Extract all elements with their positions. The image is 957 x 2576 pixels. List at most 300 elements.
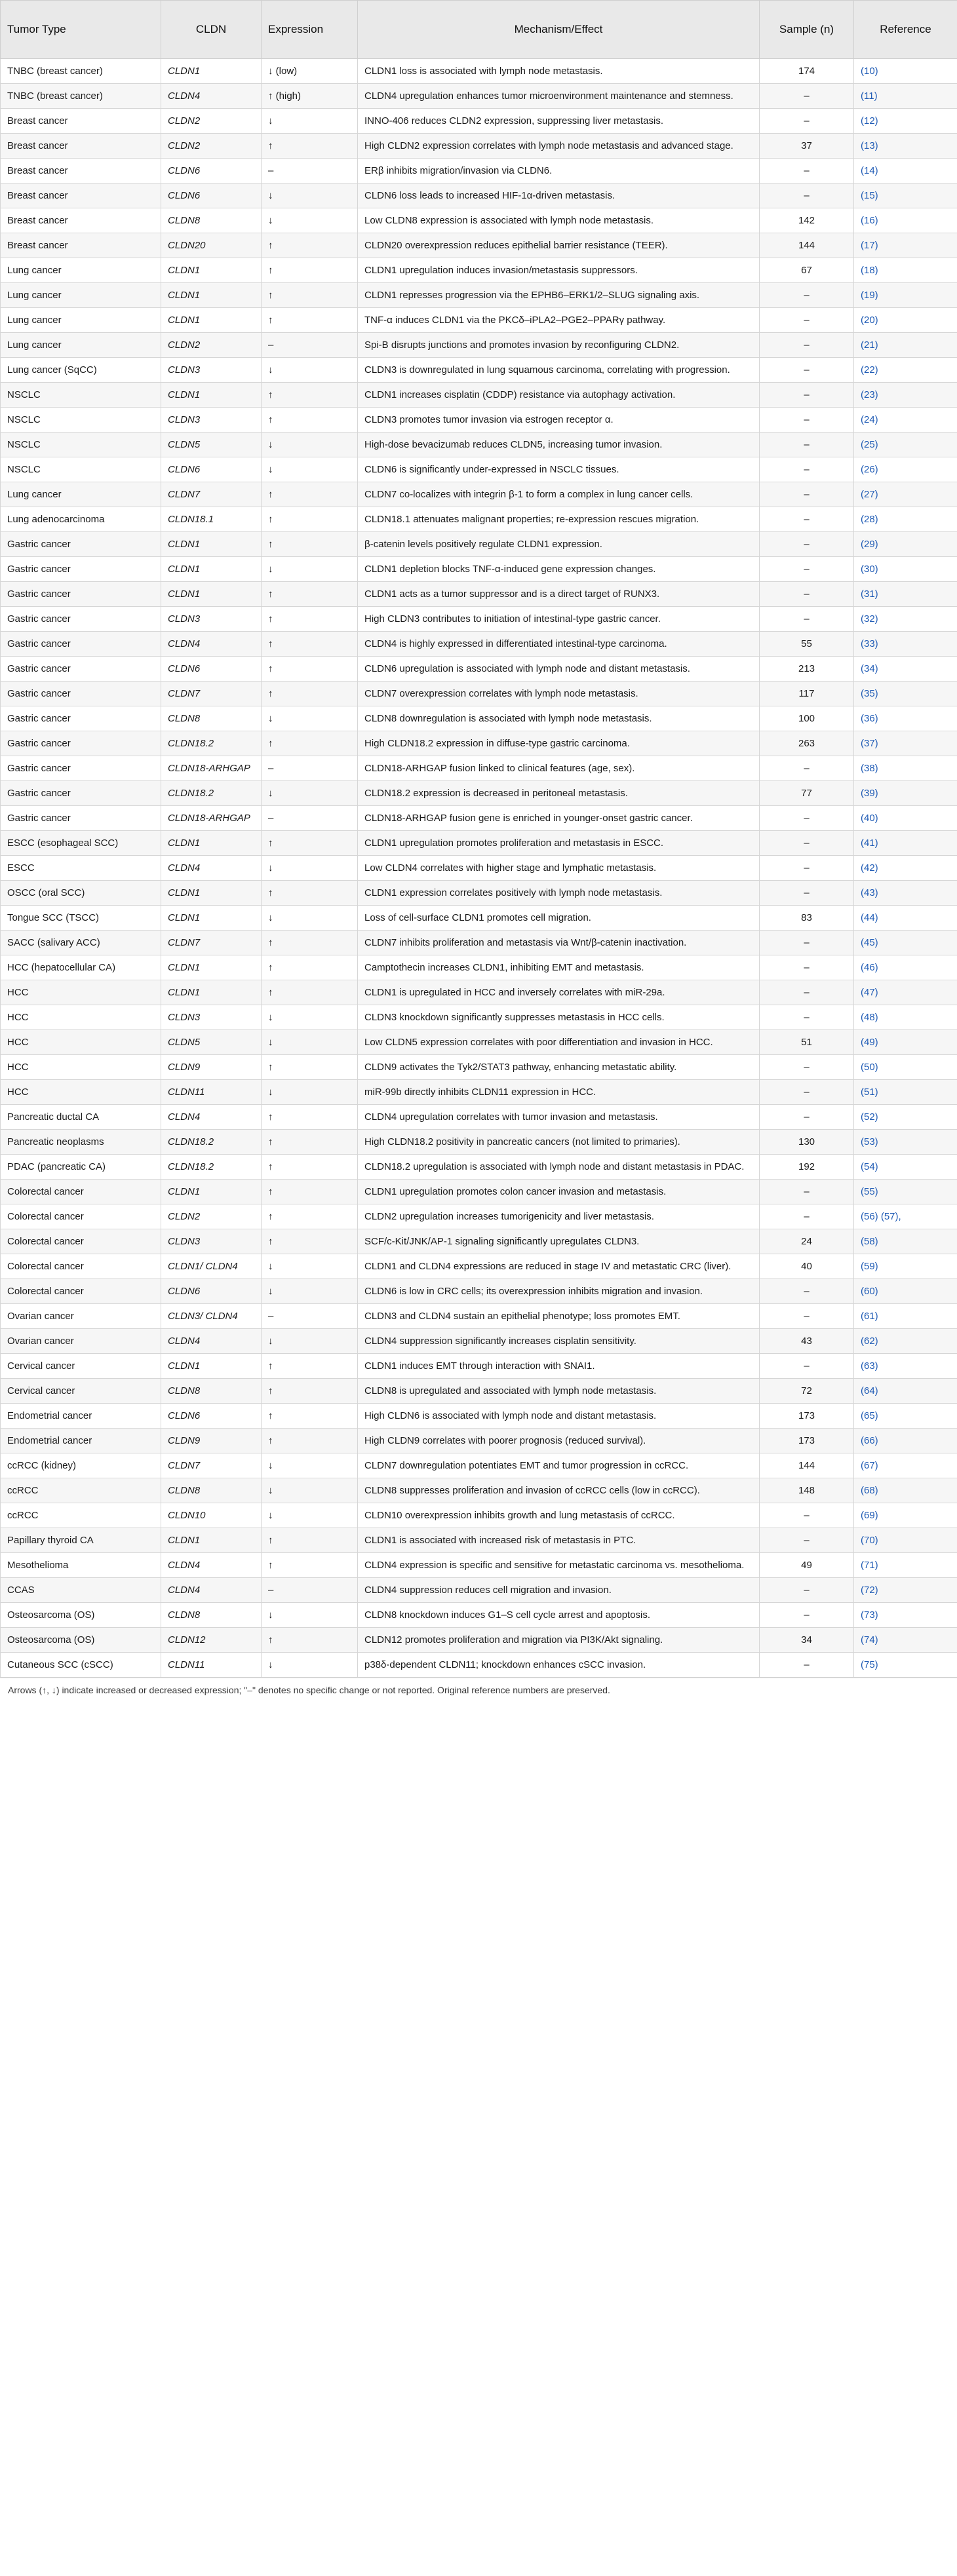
cell-cldn: CLDN4 — [161, 84, 262, 109]
cell-reference[interactable]: (37) — [854, 731, 957, 756]
cell-expression: ↑ — [262, 1105, 358, 1130]
cell-cldn: CLDN4 — [161, 632, 262, 657]
cell-cldn: CLDN1 — [161, 980, 262, 1005]
cell-sample: 37 — [760, 134, 854, 159]
cell-cldn: CLDN9 — [161, 1429, 262, 1453]
cell-sample: – — [760, 1080, 854, 1105]
table-row — [1, 457, 957, 482]
table-row — [1, 756, 957, 781]
cell-cldn: CLDN4 — [161, 1578, 262, 1603]
cell-mechanism: CLDN8 downregulation is associated with lymph node metastasis. — [358, 706, 760, 731]
cell-sample: 173 — [760, 1429, 854, 1453]
cell-sample: 144 — [760, 233, 854, 258]
table-row — [1, 258, 957, 283]
cell-cldn: CLDN1 — [161, 283, 262, 308]
cell-tumor-type: ESCC — [1, 856, 161, 881]
cell-reference[interactable]: (72) — [854, 1578, 957, 1603]
cell-sample: 148 — [760, 1478, 854, 1503]
cell-reference[interactable]: (21) — [854, 333, 957, 358]
cell-expression: ↑ — [262, 1229, 358, 1254]
cell-expression: ↓ — [262, 183, 358, 208]
cell-reference[interactable]: (41) — [854, 831, 957, 856]
cell-mechanism: CLDN4 suppression reduces cell migration and invasion. — [358, 1578, 760, 1603]
cell-sample: – — [760, 532, 854, 557]
cell-reference[interactable]: (31) — [854, 582, 957, 607]
cell-tumor-type: Gastric cancer — [1, 706, 161, 731]
cell-tumor-type: HCC — [1, 1055, 161, 1080]
cell-reference[interactable]: (54) — [854, 1155, 957, 1180]
cell-cldn: CLDN8 — [161, 1379, 262, 1404]
cell-tumor-type: Gastric cancer — [1, 582, 161, 607]
cell-mechanism: Low CLDN4 correlates with higher stage and lymphatic metastasis. — [358, 856, 760, 881]
cell-expression: ↑ — [262, 657, 358, 682]
cell-mechanism: CLDN1 upregulation promotes proliferation and metastasis in ESCC. — [358, 831, 760, 856]
cell-cldn: CLDN18.2 — [161, 781, 262, 806]
cell-cldn: CLDN18.2 — [161, 1155, 262, 1180]
table-row — [1, 1578, 957, 1603]
cell-mechanism: High CLDN18.2 expression in diffuse-type gastric carcinoma. — [358, 731, 760, 756]
cell-reference[interactable]: (36) — [854, 706, 957, 731]
cell-reference[interactable]: (64) — [854, 1379, 957, 1404]
table-row — [1, 731, 957, 756]
table-row — [1, 1329, 957, 1354]
cell-reference[interactable]: (17) — [854, 233, 957, 258]
cell-tumor-type: Lung cancer — [1, 333, 161, 358]
cell-reference[interactable]: (29) — [854, 532, 957, 557]
cell-expression: ↑ — [262, 1404, 358, 1429]
cell-cldn: CLDN4 — [161, 1329, 262, 1354]
cell-reference[interactable]: (27) — [854, 482, 957, 507]
cell-reference[interactable]: (23) — [854, 383, 957, 408]
cell-cldn: CLDN18.2 — [161, 1130, 262, 1155]
cell-reference[interactable]: (69) — [854, 1503, 957, 1528]
table-row — [1, 1279, 957, 1304]
cell-expression: ↑ — [262, 383, 358, 408]
table-row — [1, 632, 957, 657]
cell-tumor-type: Colorectal cancer — [1, 1229, 161, 1254]
cell-mechanism: CLDN20 overexpression reduces epithelial barrier resistance (TEER). — [358, 233, 760, 258]
cell-reference[interactable]: (68) — [854, 1478, 957, 1503]
cell-tumor-type: Ovarian cancer — [1, 1329, 161, 1354]
header-tumor-type: Tumor Type — [1, 1, 161, 59]
cell-reference[interactable]: (74) — [854, 1628, 957, 1653]
cell-tumor-type: Tongue SCC (TSCC) — [1, 906, 161, 931]
cell-cldn: CLDN7 — [161, 682, 262, 706]
cell-mechanism: CLDN7 co-localizes with integrin β-1 to form a complex in lung cancer cells. — [358, 482, 760, 507]
cell-mechanism: High CLDN18.2 positivity in pancreatic cancers (not limited to primaries). — [358, 1130, 760, 1155]
cell-reference[interactable]: (52) — [854, 1105, 957, 1130]
cell-cldn: CLDN8 — [161, 1603, 262, 1628]
cell-tumor-type: Cervical cancer — [1, 1379, 161, 1404]
cell-cldn: CLDN1 — [161, 308, 262, 333]
cell-tumor-type: Gastric cancer — [1, 632, 161, 657]
cell-cldn: CLDN1 — [161, 383, 262, 408]
cell-cldn: CLDN7 — [161, 1453, 262, 1478]
cell-cldn: CLDN6 — [161, 1404, 262, 1429]
cell-cldn: CLDN4 — [161, 1105, 262, 1130]
cell-mechanism: CLDN10 overexpression inhibits growth and lung metastasis of ccRCC. — [358, 1503, 760, 1528]
cell-mechanism: CLDN1 induces EMT through interaction with SNAI1. — [358, 1354, 760, 1379]
cell-expression: ↑ — [262, 582, 358, 607]
cell-expression: ↑ — [262, 1055, 358, 1080]
cell-tumor-type: Ovarian cancer — [1, 1304, 161, 1329]
cell-reference[interactable]: (66) — [854, 1429, 957, 1453]
cell-tumor-type: Cutaneous SCC (cSCC) — [1, 1653, 161, 1678]
cell-tumor-type: HCC — [1, 1005, 161, 1030]
cell-reference[interactable]: (14) — [854, 159, 957, 183]
cell-cldn: CLDN18-ARHGAP — [161, 806, 262, 831]
cell-sample: – — [760, 1653, 854, 1678]
cell-expression: ↓ — [262, 781, 358, 806]
cell-reference[interactable]: (19) — [854, 283, 957, 308]
cell-sample: – — [760, 582, 854, 607]
cell-reference[interactable]: (20) — [854, 308, 957, 333]
cell-reference[interactable]: (73) — [854, 1603, 957, 1628]
cell-sample: – — [760, 1279, 854, 1304]
cell-reference[interactable]: (62) — [854, 1329, 957, 1354]
table-row — [1, 682, 957, 706]
cell-expression: ↑ — [262, 134, 358, 159]
cell-expression: – — [262, 333, 358, 358]
cell-cldn: CLDN6 — [161, 183, 262, 208]
cell-tumor-type: HCC — [1, 1080, 161, 1105]
cell-mechanism: CLDN8 knockdown induces G1–S cell cycle arrest and apoptosis. — [358, 1603, 760, 1628]
table-row — [1, 906, 957, 931]
table-row — [1, 134, 957, 159]
cell-cldn: CLDN3 — [161, 607, 262, 632]
cell-tumor-type: Pancreatic neoplasms — [1, 1130, 161, 1155]
cell-expression: – — [262, 1304, 358, 1329]
cell-mechanism: CLDN3 is downregulated in lung squamous carcinoma, correlating with progression. — [358, 358, 760, 383]
cell-mechanism: CLDN4 upregulation enhances tumor microenvironment maintenance and stemness. — [358, 84, 760, 109]
table-row — [1, 1528, 957, 1553]
cell-sample: – — [760, 283, 854, 308]
cell-tumor-type: Lung cancer — [1, 308, 161, 333]
table-row — [1, 183, 957, 208]
cell-reference[interactable]: (22) — [854, 358, 957, 383]
cell-mechanism: Low CLDN8 expression is associated with lymph node metastasis. — [358, 208, 760, 233]
cell-reference[interactable]: (49) — [854, 1030, 957, 1055]
cell-mechanism: CLDN1 is associated with increased risk of metastasis in PTC. — [358, 1528, 760, 1553]
cell-tumor-type: HCC (hepatocellular CA) — [1, 955, 161, 980]
cell-reference[interactable]: (47) — [854, 980, 957, 1005]
cell-sample: – — [760, 408, 854, 433]
cell-sample: 174 — [760, 59, 854, 84]
cell-reference[interactable]: (51) — [854, 1080, 957, 1105]
cell-expression: ↑ (high) — [262, 84, 358, 109]
cell-cldn: CLDN9 — [161, 1055, 262, 1080]
cell-tumor-type: Breast cancer — [1, 134, 161, 159]
cell-reference[interactable]: (10) — [854, 59, 957, 84]
cell-reference[interactable]: (65) — [854, 1404, 957, 1429]
cell-sample: – — [760, 607, 854, 632]
header-sample: Sample (n) — [760, 1, 854, 59]
cell-expression: ↑ — [262, 408, 358, 433]
cell-expression: ↑ — [262, 682, 358, 706]
table-row — [1, 159, 957, 183]
table-row — [1, 980, 957, 1005]
cell-sample: – — [760, 433, 854, 457]
cell-mechanism: β-catenin levels positively regulate CLDN1 expression. — [358, 532, 760, 557]
cell-reference[interactable]: (34) — [854, 657, 957, 682]
cell-mechanism: CLDN7 overexpression correlates with lymph node metastasis. — [358, 682, 760, 706]
cell-expression: ↑ — [262, 233, 358, 258]
cell-reference[interactable]: (33) — [854, 632, 957, 657]
table-caption: Arrows (↑, ↓) indicate increased or decreased expression; "–" denotes no specific change or not reported. Original reference numbers are preserved. — [0, 1678, 957, 1702]
cell-tumor-type: Gastric cancer — [1, 781, 161, 806]
cell-tumor-type: Cervical cancer — [1, 1354, 161, 1379]
cell-expression: ↑ — [262, 1155, 358, 1180]
cell-cldn: CLDN1 — [161, 955, 262, 980]
cell-reference[interactable]: (75) — [854, 1653, 957, 1678]
cell-reference[interactable]: (71) — [854, 1553, 957, 1578]
header-cldn: CLDN — [161, 1, 262, 59]
table-row — [1, 532, 957, 557]
cell-cldn: CLDN3 — [161, 1005, 262, 1030]
cell-sample: 130 — [760, 1130, 854, 1155]
cell-expression: ↓ — [262, 1653, 358, 1678]
cell-expression: ↓ — [262, 856, 358, 881]
cell-cldn: CLDN1 — [161, 1354, 262, 1379]
cell-mechanism: CLDN3 knockdown significantly suppresses metastasis in HCC cells. — [358, 1005, 760, 1030]
header-reference: Reference — [854, 1, 957, 59]
cell-cldn: CLDN12 — [161, 1628, 262, 1653]
cell-tumor-type: Gastric cancer — [1, 806, 161, 831]
table-row — [1, 1478, 957, 1503]
cell-reference[interactable]: (44) — [854, 906, 957, 931]
cell-tumor-type: Lung cancer (SqCC) — [1, 358, 161, 383]
cell-expression: ↑ — [262, 731, 358, 756]
cell-sample: 43 — [760, 1329, 854, 1354]
table-row — [1, 1155, 957, 1180]
cell-reference[interactable]: (60) — [854, 1279, 957, 1304]
cell-tumor-type: ESCC (esophageal SCC) — [1, 831, 161, 856]
cell-sample: 40 — [760, 1254, 854, 1279]
cell-sample: – — [760, 1204, 854, 1229]
table-row — [1, 1404, 957, 1429]
cell-sample: – — [760, 358, 854, 383]
cell-sample: – — [760, 980, 854, 1005]
cell-reference[interactable]: (32) — [854, 607, 957, 632]
cell-cldn: CLDN8 — [161, 706, 262, 731]
cell-reference[interactable]: (46) — [854, 955, 957, 980]
table-row — [1, 84, 957, 109]
cell-mechanism: High CLDN9 correlates with poorer prognosis (reduced survival). — [358, 1429, 760, 1453]
cell-mechanism: CLDN7 inhibits proliferation and metastasis via Wnt/β-catenin inactivation. — [358, 931, 760, 955]
cell-expression: ↓ — [262, 1503, 358, 1528]
table-row — [1, 333, 957, 358]
cell-cldn: CLDN5 — [161, 433, 262, 457]
table-row — [1, 482, 957, 507]
cell-reference[interactable]: (38) — [854, 756, 957, 781]
cell-mechanism: CLDN6 is significantly under-expressed in NSCLC tissues. — [358, 457, 760, 482]
table-row — [1, 831, 957, 856]
table-row — [1, 582, 957, 607]
cell-mechanism: CLDN1 loss is associated with lymph node metastasis. — [358, 59, 760, 84]
cell-expression: ↑ — [262, 1130, 358, 1155]
cell-reference[interactable]: (35) — [854, 682, 957, 706]
cell-reference[interactable]: (63) — [854, 1354, 957, 1379]
cell-reference[interactable]: (45) — [854, 931, 957, 955]
table-row — [1, 283, 957, 308]
cell-sample: – — [760, 1055, 854, 1080]
cell-expression: ↑ — [262, 482, 358, 507]
cell-reference[interactable]: (26) — [854, 457, 957, 482]
cell-reference[interactable]: (16) — [854, 208, 957, 233]
cell-cldn: CLDN2 — [161, 109, 262, 134]
cell-reference[interactable]: (11) — [854, 84, 957, 109]
cell-tumor-type: NSCLC — [1, 408, 161, 433]
cell-tumor-type: HCC — [1, 1030, 161, 1055]
cell-reference[interactable]: (53) — [854, 1130, 957, 1155]
cell-cldn: CLDN1 — [161, 831, 262, 856]
cell-tumor-type: Lung adenocarcinoma — [1, 507, 161, 532]
cell-mechanism: CLDN2 upregulation increases tumorigenicity and liver metastasis. — [358, 1204, 760, 1229]
cell-reference[interactable]: (13) — [854, 134, 957, 159]
cell-reference[interactable]: (50) — [854, 1055, 957, 1080]
cell-tumor-type: TNBC (breast cancer) — [1, 59, 161, 84]
cell-cldn: CLDN10 — [161, 1503, 262, 1528]
cell-tumor-type: Colorectal cancer — [1, 1254, 161, 1279]
cell-reference[interactable]: (56) (57), — [854, 1204, 957, 1229]
cell-sample: – — [760, 1005, 854, 1030]
cell-mechanism: CLDN1 and CLDN4 expressions are reduced in stage IV and metastatic CRC (liver). — [358, 1254, 760, 1279]
cell-sample: – — [760, 931, 854, 955]
cell-reference[interactable]: (40) — [854, 806, 957, 831]
table-row — [1, 1379, 957, 1404]
cell-cldn: CLDN2 — [161, 1204, 262, 1229]
cell-expression: ↓ (low) — [262, 59, 358, 84]
cell-mechanism: ERβ inhibits migration/invasion via CLDN6. — [358, 159, 760, 183]
cell-sample: 83 — [760, 906, 854, 931]
cell-expression: ↑ — [262, 1528, 358, 1553]
cell-sample: 173 — [760, 1404, 854, 1429]
cell-mechanism: miR-99b directly inhibits CLDN11 expression in HCC. — [358, 1080, 760, 1105]
cell-sample: 67 — [760, 258, 854, 283]
table-row — [1, 308, 957, 333]
cell-expression: ↓ — [262, 1254, 358, 1279]
cell-tumor-type: Colorectal cancer — [1, 1279, 161, 1304]
cell-expression: – — [262, 756, 358, 781]
cell-mechanism: Camptothecin increases CLDN1, inhibiting EMT and metastasis. — [358, 955, 760, 980]
cell-mechanism: CLDN1 upregulation promotes colon cancer invasion and metastasis. — [358, 1180, 760, 1204]
cell-reference[interactable]: (25) — [854, 433, 957, 457]
cell-cldn: CLDN6 — [161, 1279, 262, 1304]
cell-reference[interactable]: (55) — [854, 1180, 957, 1204]
cell-cldn: CLDN1 — [161, 258, 262, 283]
cell-cldn: CLDN3/ CLDN4 — [161, 1304, 262, 1329]
cell-mechanism: CLDN4 is highly expressed in differentiated intestinal-type carcinoma. — [358, 632, 760, 657]
table-row — [1, 557, 957, 582]
table-row — [1, 1254, 957, 1279]
cell-mechanism: CLDN18-ARHGAP fusion linked to clinical features (age, sex). — [358, 756, 760, 781]
header-mechanism: Mechanism/Effect — [358, 1, 760, 59]
cell-cldn: CLDN18.2 — [161, 731, 262, 756]
cell-reference[interactable]: (70) — [854, 1528, 957, 1553]
cell-reference[interactable]: (61) — [854, 1304, 957, 1329]
cell-tumor-type: Papillary thyroid CA — [1, 1528, 161, 1553]
cell-reference[interactable]: (30) — [854, 557, 957, 582]
cell-sample: 24 — [760, 1229, 854, 1254]
cell-expression: ↑ — [262, 1204, 358, 1229]
cell-tumor-type: NSCLC — [1, 457, 161, 482]
cell-cldn: CLDN4 — [161, 856, 262, 881]
cell-tumor-type: Lung cancer — [1, 482, 161, 507]
cell-expression: ↓ — [262, 1279, 358, 1304]
cell-tumor-type: NSCLC — [1, 383, 161, 408]
cell-expression: ↑ — [262, 532, 358, 557]
cell-reference[interactable]: (43) — [854, 881, 957, 906]
table-row — [1, 1603, 957, 1628]
cell-mechanism: INNO-406 reduces CLDN2 expression, suppressing liver metastasis. — [358, 109, 760, 134]
cell-mechanism: CLDN18.2 upregulation is associated with lymph node and distant metastasis in PDAC. — [358, 1155, 760, 1180]
cell-sample: – — [760, 1304, 854, 1329]
cell-sample: – — [760, 457, 854, 482]
table-row — [1, 1503, 957, 1528]
cell-tumor-type: Osteosarcoma (OS) — [1, 1628, 161, 1653]
cell-sample: 72 — [760, 1379, 854, 1404]
table-row — [1, 1005, 957, 1030]
cell-reference[interactable]: (28) — [854, 507, 957, 532]
cell-cldn: CLDN1 — [161, 1528, 262, 1553]
cell-sample: – — [760, 1578, 854, 1603]
cell-reference[interactable]: (15) — [854, 183, 957, 208]
cell-sample: – — [760, 557, 854, 582]
cell-expression: ↑ — [262, 607, 358, 632]
table-row — [1, 358, 957, 383]
cell-expression: ↓ — [262, 109, 358, 134]
cell-reference[interactable]: (24) — [854, 408, 957, 433]
table-row — [1, 1553, 957, 1578]
table-row — [1, 233, 957, 258]
cell-expression: – — [262, 806, 358, 831]
cell-reference[interactable]: (48) — [854, 1005, 957, 1030]
cell-mechanism: CLDN6 is low in CRC cells; its overexpression inhibits migration and invasion. — [358, 1279, 760, 1304]
cell-expression: ↑ — [262, 1553, 358, 1578]
cell-tumor-type: Endometrial cancer — [1, 1429, 161, 1453]
cell-sample: 263 — [760, 731, 854, 756]
cell-expression: ↓ — [262, 1453, 358, 1478]
cell-sample: 34 — [760, 1628, 854, 1653]
cell-sample: – — [760, 159, 854, 183]
cell-expression: ↑ — [262, 1379, 358, 1404]
cell-reference[interactable]: (42) — [854, 856, 957, 881]
cell-mechanism: TNF-α induces CLDN1 via the PKCδ–iPLA2–PGE2–PPARγ pathway. — [358, 308, 760, 333]
cell-mechanism: CLDN1 increases cisplatin (CDDP) resistance via autophagy activation. — [358, 383, 760, 408]
cell-mechanism: High CLDN3 contributes to initiation of intestinal-type gastric cancer. — [358, 607, 760, 632]
cell-reference[interactable]: (12) — [854, 109, 957, 134]
cell-reference[interactable]: (59) — [854, 1254, 957, 1279]
cell-sample: – — [760, 383, 854, 408]
cell-tumor-type: Colorectal cancer — [1, 1204, 161, 1229]
cell-cldn: CLDN11 — [161, 1653, 262, 1678]
cell-reference[interactable]: (18) — [854, 258, 957, 283]
cell-expression: ↑ — [262, 507, 358, 532]
cell-reference[interactable]: (58) — [854, 1229, 957, 1254]
cell-mechanism: CLDN6 loss leads to increased HIF-1α-driven metastasis. — [358, 183, 760, 208]
table-row — [1, 408, 957, 433]
cell-mechanism: CLDN4 suppression significantly increases cisplatin sensitivity. — [358, 1329, 760, 1354]
cell-cldn: CLDN1 — [161, 532, 262, 557]
cell-reference[interactable]: (67) — [854, 1453, 957, 1478]
table-row — [1, 109, 957, 134]
table-row — [1, 881, 957, 906]
cell-sample: – — [760, 955, 854, 980]
cell-reference[interactable]: (39) — [854, 781, 957, 806]
table-row — [1, 1354, 957, 1379]
cell-expression: ↑ — [262, 980, 358, 1005]
cell-sample: 49 — [760, 1553, 854, 1578]
